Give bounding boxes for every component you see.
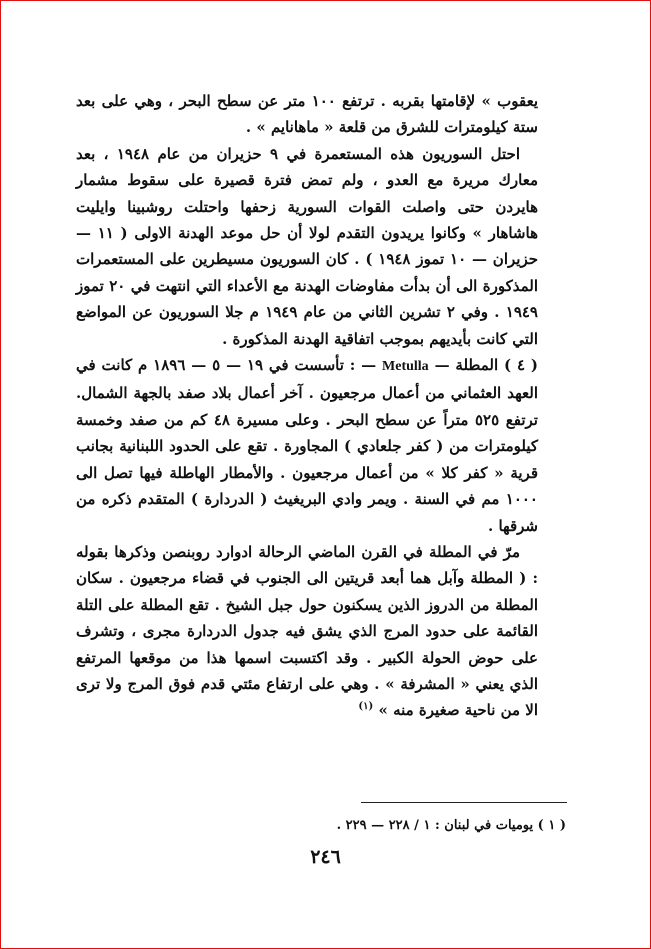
paragraph-syrian-occupation xyxy=(76,141,538,352)
footnote-divider xyxy=(361,802,567,803)
entry-text: : تأسست في ١٩ — ٥ — ١٨٩٦ م كانت في العهد العثماني من أعمال مرجعيون . آخر أعمال بلاد صفد بالجهة الشمال. ترتفع ٥٢٥ متراً عن سطح البحر . وعلى مسيرة ٤٨ كم من صفد وخمسة كيلومترات من ( كفر جلعادي ) المجاورة . تقع على الحدود اللبنانية بجانب قرية « كفر كلا » من أعمال مرجعيون . والأمطار الهاطلة فيها تصل الى ١٠٠٠ مم في السنة . ويمر وادي البريغيث ( الدردارة ) المتقدم ذكره من شرقها . xyxy=(76,356,538,535)
quote-text: مرّ في المطلة في القرن الماضي الرحالة ادوارد روبنصن وذكرها بقوله : ( المطلة وآبل هما أبعد قريتين الى الجنوب في قضاء مرجعيون . سكان المطلة من الدروز الذين يسكنون حول جبل الشيخ . تقع المطلة على التلة القائمة على حدود المرج الذي يشق فيه جدول الدردارة مجرى ، وتشرف على حوض الحولة الكبير . وقد اكتسبت اسمها هذا من موقعها المرتفع الذي يعني « المشرفة » . وهي على ارتفاع مئتي قدم فوق المرج ولا ترى الا من ناحية صغيرة منه » xyxy=(76,542,538,720)
paragraph-metulla-entry xyxy=(76,352,538,539)
paragraph-text: يعقوب » لإقامتها بقربه . ترتفع ١٠٠ متر عن سطح البحر ، وهي على بعد ستة كيلومترات للشرق من قلعة « ماهانايم » . xyxy=(76,92,538,137)
page-number: ٢٤٦ xyxy=(310,846,341,868)
paragraph-robinson-quote xyxy=(76,539,538,724)
paragraph-text: احتل السوريون هذه المستعمرة في ٩ حزيران من عام ١٩٤٨ ، بعد معارك مريرة مع العدو ، ولم تمض فترة قصيرة على سقوط مشمار هايردن حتى واصلت القوات السورية زحفها واحتلت روشبينا وايليت هاشاهار » وكانوا يريدون التقدم لولا أن حل موعد الهدنة الاولى ( ١١ — حزيران — ١٠ تموز ١٩٤٨ ) . كان السوريون مسيطرين على المستعمرات المذكورة الى أن بدأت مفاوضات الهدنة مع الأعداء التي انتهت في ٢٠ تموز ١٩٤٩ . وفي ٢ تشرين الثاني من عام ١٩٤٩ م جلا السوريون عن المواضع التي كانت بأيديهم بموجب اتفاقية الهدنة المذكورة . xyxy=(76,144,539,348)
entry-latin-name: Metulla xyxy=(382,359,429,375)
footnote-reference: (١) xyxy=(358,701,374,713)
page-body xyxy=(76,88,538,724)
footnote: ( ١ ) يوميات في لبنان : ١ / ٢٢٨ — ٢٢٩ . xyxy=(336,818,566,833)
entry-dash: — xyxy=(361,356,377,375)
paragraph-opening xyxy=(76,88,538,141)
entry-label: ( ٤ ) المطلة — xyxy=(434,356,538,375)
